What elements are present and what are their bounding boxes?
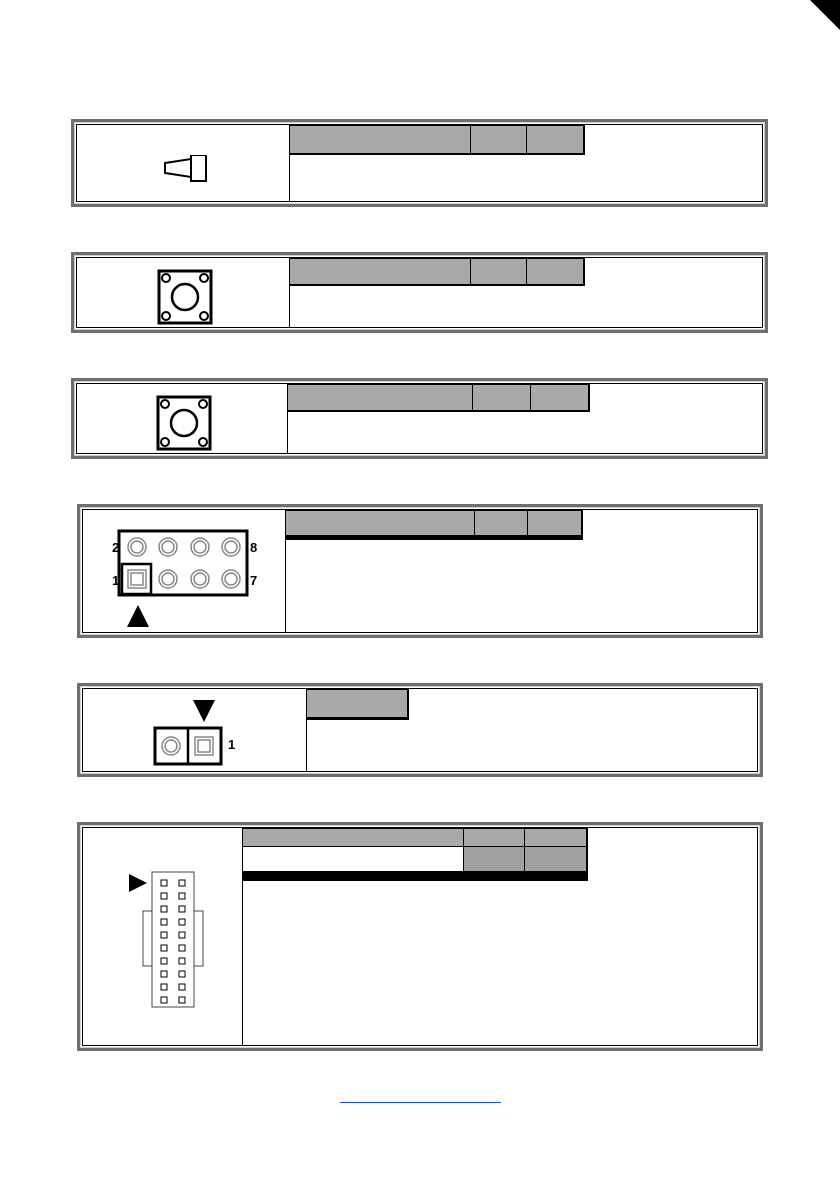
table-row	[286, 539, 583, 540]
table-cell	[408, 719, 409, 720]
col-header	[587, 829, 588, 847]
spec-table	[289, 258, 585, 286]
footer-link[interactable]	[340, 1102, 501, 1103]
table-cell	[471, 285, 527, 286]
spec-panel-2	[71, 252, 768, 333]
col-header	[288, 385, 473, 411]
table-cell	[286, 539, 475, 540]
icon-cell	[77, 258, 290, 327]
col-header	[471, 259, 527, 285]
col-header	[527, 126, 584, 154]
spec-table	[242, 828, 588, 881]
col-header	[473, 385, 531, 411]
table-row	[243, 880, 588, 881]
table-cell	[584, 285, 585, 286]
spec-table	[287, 384, 590, 412]
col-header	[528, 511, 582, 536]
col-header	[582, 511, 583, 536]
col-header	[290, 259, 471, 285]
table-cell	[587, 847, 588, 872]
tactile-switch-icon	[156, 395, 212, 451]
pin-label-1: 1	[112, 573, 120, 588]
icon-cell	[77, 125, 290, 201]
table-cell	[307, 719, 408, 720]
col-header	[408, 690, 409, 718]
table-cell	[243, 880, 464, 881]
pin-label-7: 7	[250, 573, 258, 588]
tactile-switch-icon	[157, 269, 213, 325]
table-cell	[527, 285, 584, 286]
table-cell	[471, 154, 527, 155]
icon-cell	[77, 384, 288, 453]
table-row	[243, 847, 588, 872]
spec-panel-6	[77, 822, 763, 1051]
col-header	[584, 126, 585, 154]
table-cell	[528, 539, 582, 540]
spec-panel-1	[71, 119, 768, 207]
table-cell	[527, 154, 584, 155]
spec-panel-4	[77, 504, 763, 638]
table-cell	[589, 411, 590, 412]
table-cell	[587, 880, 588, 881]
table-cell	[582, 539, 583, 540]
col-header	[475, 511, 528, 536]
page-corner-mark	[810, 0, 840, 30]
spec-table	[306, 689, 409, 720]
col-header	[531, 385, 589, 411]
pin-label-8: 8	[250, 540, 258, 555]
col-header	[464, 829, 525, 847]
col-header	[584, 259, 585, 285]
col-header	[525, 829, 587, 847]
spec-table	[289, 125, 585, 155]
table-cell	[525, 847, 587, 872]
power-connector-icon	[161, 155, 209, 183]
table-cell	[464, 880, 525, 881]
spec-panel-5	[77, 683, 763, 777]
icon-cell	[83, 510, 286, 632]
col-header	[589, 385, 590, 411]
pin-header-2x4-icon	[105, 521, 265, 629]
col-header	[471, 126, 527, 154]
table-cell	[584, 154, 585, 155]
col-header	[290, 126, 471, 154]
pin-label-1: 1	[228, 737, 236, 752]
col-header	[307, 690, 408, 718]
table-cell	[290, 285, 471, 286]
pin-label-2: 2	[112, 540, 120, 555]
table-cell	[473, 411, 531, 412]
table-row	[288, 411, 590, 412]
col-header	[286, 511, 475, 536]
table-cell	[290, 154, 471, 155]
spec-panel-3	[71, 378, 768, 459]
col-header	[243, 829, 464, 847]
pin-header-2x10-icon	[127, 866, 207, 1011]
table-cell	[464, 847, 525, 872]
table-cell	[531, 411, 589, 412]
table-cell	[475, 539, 528, 540]
table-row	[290, 154, 585, 155]
table-row	[290, 285, 585, 286]
table-cell	[288, 411, 473, 412]
pin-header-1x2-icon	[153, 700, 223, 768]
icon-cell	[83, 828, 243, 1045]
table-row	[307, 719, 409, 720]
col-header	[527, 259, 584, 285]
icon-cell	[83, 689, 307, 771]
spec-table	[285, 510, 583, 540]
table-cell	[525, 880, 587, 881]
table-cell	[243, 847, 464, 872]
